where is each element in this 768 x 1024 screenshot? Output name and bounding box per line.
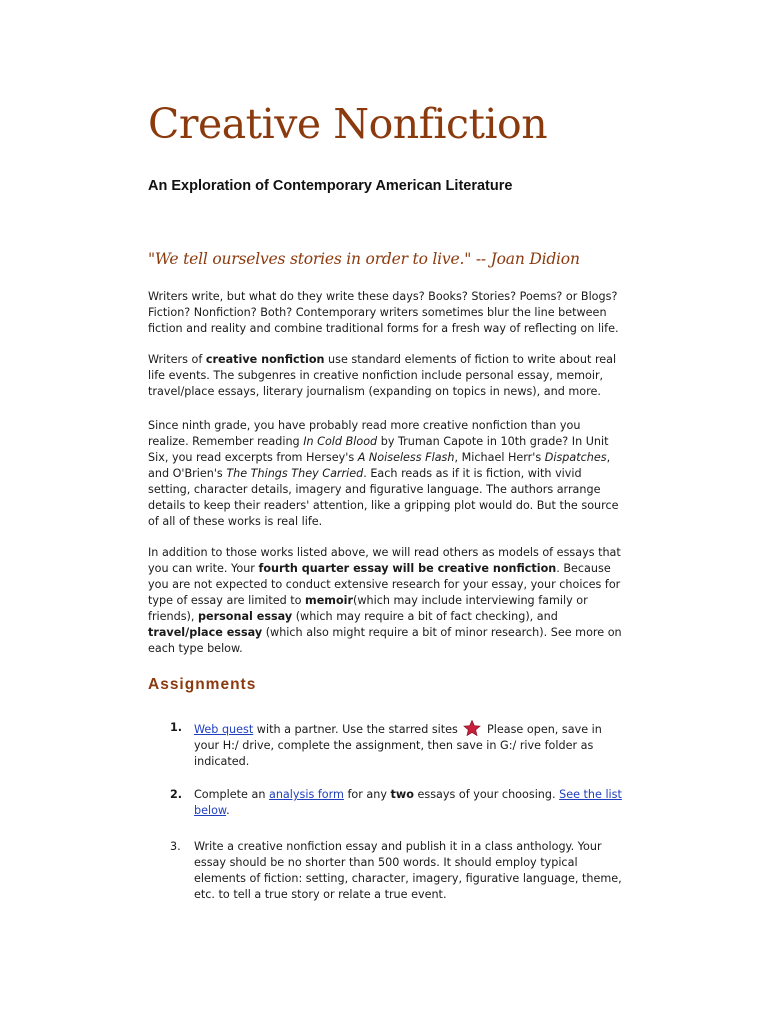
item-body: Complete an analysis form for any two essays of your choosing. See the list below. bbox=[194, 788, 622, 817]
book-title: Dispatches bbox=[544, 451, 607, 464]
item-number: 2. bbox=[170, 788, 183, 801]
web-quest-link[interactable]: Web quest bbox=[194, 723, 254, 736]
analysis-form-link[interactable]: analysis form bbox=[268, 788, 344, 801]
essay-types-paragraph: In addition to those works listed above, we will read others as models of essays that you can write. Your fourth quarter essay will be creative nonfiction. Because you are not expected to conduct extensive research for your essay, your choices for type of essay are limited to memoir(which may include interviewing family or friends), personal essay (which may require a bit of fact checking), and travel/place essay (which also might require a bit of minor research). See more on each type below. bbox=[148, 546, 622, 655]
book-title: A Noiseless Flash bbox=[357, 451, 455, 464]
item-number: 1. bbox=[170, 721, 183, 734]
page-title: Creative Nonfiction bbox=[148, 100, 548, 148]
page-subtitle: An Exploration of Contemporary American Literature bbox=[148, 178, 513, 194]
creative-nonfiction-term: creative nonfiction bbox=[205, 353, 325, 366]
item-body: Write a creative nonfiction essay and publish it in a class anthology. Your essay should be no shorter than 500 words. It should employ typical elements of fiction: setting, character, imagery, figurative language, theme, etc. to tell a true story or relate a true event. bbox=[194, 840, 622, 901]
book-title: The Things They Carried bbox=[226, 467, 364, 480]
assignments-heading: Assignments bbox=[148, 676, 257, 693]
epigraph-quote: "We tell ourselves stories in order to live." -- Joan Didion bbox=[148, 250, 580, 268]
item-number: 3. bbox=[170, 840, 181, 853]
book-title: In Cold Blood bbox=[303, 435, 378, 448]
reading-history-paragraph: Since ninth grade, you have probably read more creative nonfiction than you realize. Remember reading In Cold Blood by Truman Capote in 10th grade? In Unit Six, you read excerpts from Hersey's A Noiseless Flash, Michael Herr's Dispatches, and O'Brien's The Things They Carried. Each reads as if it is fiction, with vivid setting, character details, imagery and figurative language. The authors arrange details to keep their readers' attention, like a gripping plot would do. But the source of all of these works is real life. bbox=[148, 419, 619, 528]
star-icon bbox=[463, 720, 481, 736]
intro-paragraph: Writers write, but what do they write these days? Books? Stories? Poems? or Blogs? Fiction? Nonfiction? Both? Contemporary writers sometimes blur the line between fiction and reality and combine traditional forms for a fresh way of reflecting on life. bbox=[148, 290, 619, 335]
see-list-link[interactable]: See the list below bbox=[194, 788, 622, 817]
item-body: Web quest with a partner. Use the starred sites Please open, save in your H:/ drive, complete the assignment, then save in G:/ rive folder as indicated. bbox=[194, 720, 624, 770]
definition-paragraph: Writers of creative nonfiction use standard elements of fiction to write about real life events. The subgenres in creative nonfiction include personal essay, memoir, travel/place essays, literary journalism (expanding on topics in news), and more. bbox=[148, 353, 617, 398]
